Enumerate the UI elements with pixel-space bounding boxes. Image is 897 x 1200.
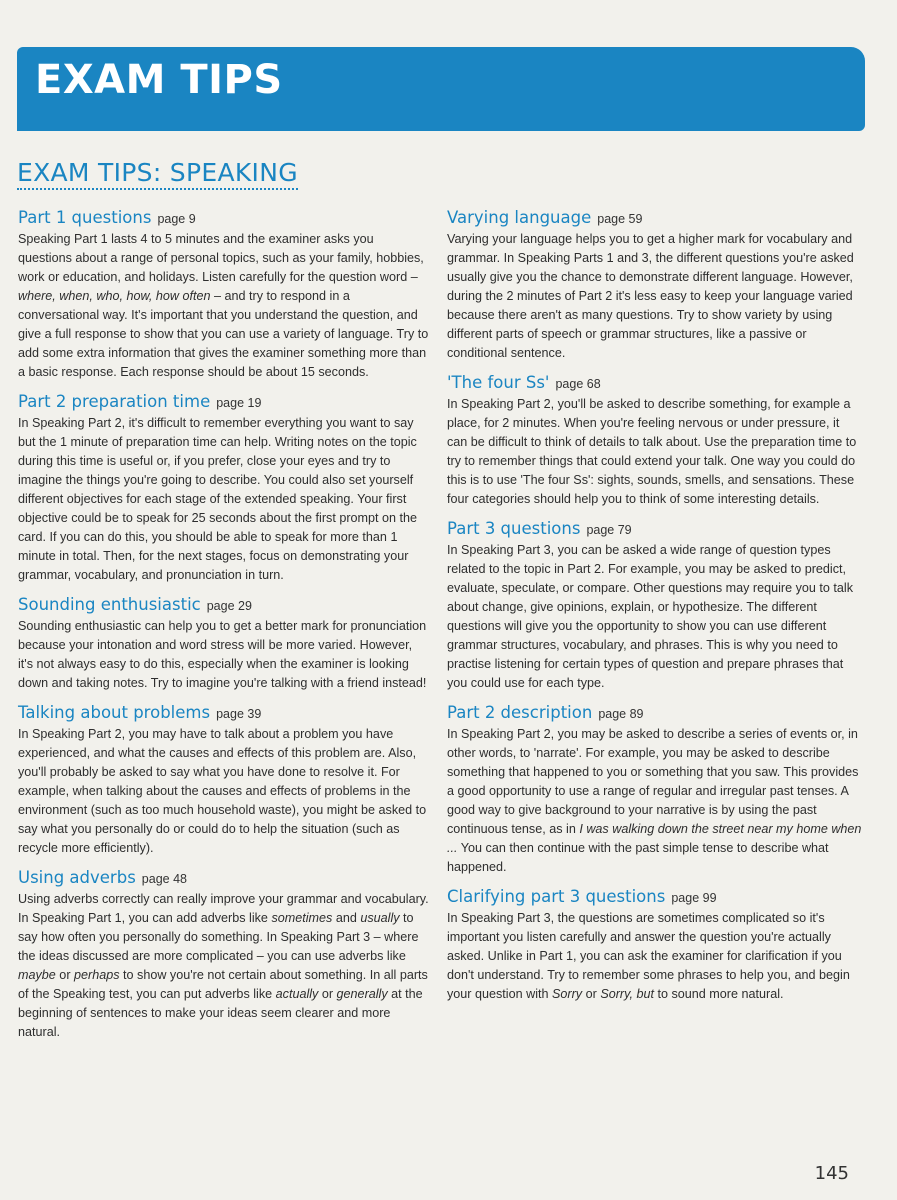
tip-heading-text: Part 3 questions [447,519,581,538]
tip-body-text: In Speaking Part 2, you'll be asked to describe something, for example a place, for 2 minutes. When you're feeling nervous or under pressure, it can be difficult to think of details to talk about. Use the preparation time to try to remember things that could extend your talk. One way you could do this is to use 'The four Ss': sights, sounds, smells, and sensations. These four categories should help you to think of some interesting details. [447,397,857,506]
tip-page-reference: page 89 [598,707,644,721]
tip-page-reference: page 79 [586,523,632,537]
tip-body-text: Varying your language helps you to get a higher mark for vocabulary and grammar. In Speaking Parts 1 and 3, the different questions you're asked usually give you the chance to demonstrate different language. However, during the 2 minutes of Part 2 it's less easy to keep your language varied because there aren't as many questions. Try to show variety by using different parts of speech or grammar structures, like a passive or conditional sentence. [447,232,854,360]
tip-body-text: In Speaking Part 2, you may be asked to describe a series of events or, in other words, to 'narrate'. For example, you may be asked to describe something that happened to you or something that you saw. This provides a good opportunity to use a range of regular and irregular past tenses. A good way to give background to your narrative is by using the past continuous tense, as in [447,727,859,836]
tip-body-italic: generally [336,987,388,1001]
tip-heading-text: Clarifying part 3 questions [447,887,666,906]
tip-heading [447,373,863,392]
tip-body [447,230,863,363]
tip-body-text: or [318,987,337,1001]
tip-body-text: Using adverbs correctly can really improve your grammar and vocabulary. In Speaking Part 1, you can add adverbs like [18,892,429,925]
tip-heading [447,519,863,538]
tip-body [447,541,863,693]
tip-the-four-ss [447,373,863,509]
tip-heading-text: Using adverbs [18,868,136,887]
tip-heading [447,887,863,906]
tip-body-italic: actually [275,987,319,1001]
tip-heading-text: Sounding enthusiastic [18,595,201,614]
tip-heading [447,208,863,227]
right-column [447,208,863,1014]
section-title: EXAM TIPS: SPEAKING [17,158,298,190]
tip-body [18,725,430,858]
tip-heading-text: Varying language [447,208,592,227]
tip-body [447,395,863,509]
tip-body-text: and [332,911,361,925]
tip-body-italic: maybe [18,968,56,982]
tip-body-text: In Speaking Part 2, you may have to talk about a problem you have experienced, and what the causes and effects of this problem are. Also, you'll probably be asked to say what you have done to resolve it. For example, when talking about the causes and effects of problems in the environment (such as too much household waste), you might be asked to say what you personally do or could do to help the situation (such as recycle more efficiently). [18,727,427,855]
tip-body-text: In Speaking Part 2, it's difficult to remember everything you want to say but the 1 minute of preparation time can help. Writing notes on the topic during this time is useful or, if you prefer, close your eyes and try to imagine the things you're going to describe. You could also set yourself different objectives for each stage of the extended speaking. Your first objective could be to speak for 25 seconds about the first prompt on the card. If you can do this, you should be able to speak for more than 1 minute in total. Then, for the next stages, focus on demonstrating your grammar, vocabulary, and pronunciation in turn. [18,416,418,582]
tip-heading [18,868,430,887]
tip-body-text: You can then continue with the past simple tense to describe what happened. [447,841,829,874]
tip-page-reference: page 19 [216,396,262,410]
tip-body-text: to sound more natural. [653,987,784,1001]
tip-body [18,230,430,382]
tip-body-text: to show you're not certain about something. In all parts of the Speaking test, you can put adverbs like [18,968,428,1001]
tip-heading [18,208,430,227]
tip-body-text: In Speaking Part 3, the questions are sometimes complicated so it's important you listen carefully and answer the question you're actually asked. Unlike in Part 1, you can ask the examiner for clarification if you don't understand. Try to remember some phrases to help you, and begin your question with [447,911,850,1001]
tip-part-3-questions [447,519,863,693]
tip-heading [18,392,430,411]
tip-body-text: Speaking Part 1 lasts 4 to 5 minutes and the examiner asks you questions about a range of personal topics, such as your family, hobbies, work or education, and holidays. Listen carefully for the question word – [18,232,424,284]
tip-page-reference: page 59 [597,212,643,226]
tip-page-reference: page 68 [555,377,601,391]
page-number: 145 [814,1163,849,1184]
tip-talking-about-problems [18,703,430,858]
tip-body-italic: perhaps [74,968,120,982]
tip-clarifying-part-3-questions [447,887,863,1004]
tip-body-italic: where, when, who, how, how often [18,289,211,303]
tip-body-italic: usually [360,911,400,925]
tip-page-reference: page 29 [206,599,252,613]
header-banner [17,47,865,131]
tip-part-2-description [447,703,863,877]
tip-sounding-enthusiastic [18,595,430,693]
tip-page-reference: page 39 [216,707,262,721]
page-header-title: EXAM TIPS [35,57,283,103]
tip-heading-text: 'The four Ss' [447,373,550,392]
tip-body-text: to say how often you personally do something. In Speaking Part 3 – where the ideas discussed are more complicated – you can use adverbs like [18,911,419,963]
tip-heading-text: Part 1 questions [18,208,152,227]
tip-body-text: or [582,987,601,1001]
tip-body-text: – and try to respond in a conversational way. It's important that you understand the question, and give a full response to show that you can use a variety of language. Try to add some extra information that gives the examiner something more than a basic response. Each response should be about 15 seconds. [18,289,429,379]
tip-body-italic: Sorry [552,987,583,1001]
tip-body [18,414,430,585]
tip-heading-text: Talking about problems [18,703,211,722]
tip-part-2-preparation-time [18,392,430,585]
tip-body [18,617,430,693]
tip-heading-text: Part 2 preparation time [18,392,211,411]
tip-page-reference: page 48 [141,872,187,886]
tip-body-text: In Speaking Part 3, you can be asked a wide range of question types related to the topic in Part 2. For example, you may be asked to predict, evaluate, speculate, or compare. Other questions may require you to talk about change, give opinions, explain, or hypothesize. The different questions will give you the opportunity to show you can use different grammar structures, vocabulary, and phrases. This is why you need to practise listening for certain types of question and prepare phrases that you could use for each type. [447,543,854,690]
tip-varying-language [447,208,863,363]
tip-body-text: or [55,968,75,982]
tip-page-reference: page 99 [671,891,717,905]
tip-body [18,890,430,1042]
tip-body [447,725,863,877]
tip-page-reference: page 9 [157,212,196,226]
left-column [18,208,430,1052]
tip-heading [447,703,863,722]
tip-body-italic: I was walking down the street near my home when ... [447,822,862,855]
tip-using-adverbs [18,868,430,1042]
tip-heading [18,703,430,722]
tip-body-italic: Sorry, but [600,987,654,1001]
tip-body-italic: sometimes [271,911,333,925]
tip-heading [18,595,430,614]
tip-body-text: at the beginning of sentences to make your ideas seem clearer and more natural. [18,987,423,1039]
tip-body-text: Sounding enthusiastic can help you to get a better mark for pronunciation because your intonation and word stress will be more varied. However, it's not always easy to do this, especially when the examiner is looking down and taking notes. Try to imagine you're talking with a friend instead! [18,619,427,690]
tip-body [447,909,863,1004]
tip-heading-text: Part 2 description [447,703,593,722]
tip-part-1-questions [18,208,430,382]
